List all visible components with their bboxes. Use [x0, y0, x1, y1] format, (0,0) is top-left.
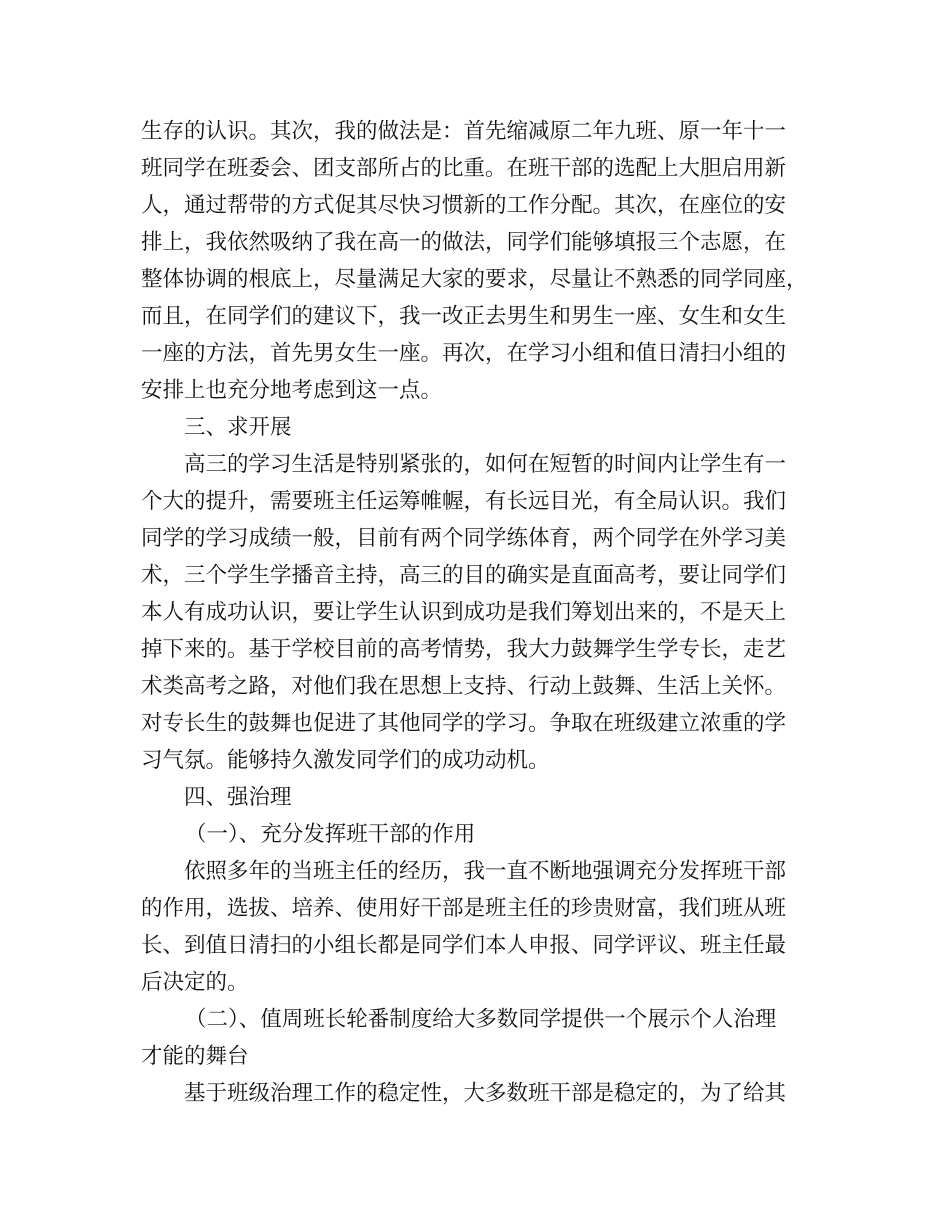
paragraph-line: 排上，我依然吸纳了我在高一的做法，同学们能够填报三个志愿，在 [141, 230, 787, 255]
paragraph-line: 个大的提升，需要班主任运筹帷幄，有长远目光，有全局认识。我们 [141, 489, 787, 514]
paragraph-line: 同学的学习成绩一般，目前有两个同学练体育，两个同学在外学习美 [141, 526, 787, 551]
paragraph-line: 后决定的。 [141, 970, 249, 995]
paragraph-line: 高三的学习生活是特别紧张的，如何在短暂的时间内让学生有一 [184, 452, 787, 477]
subsection-heading-continued: 才能的舞台 [141, 1044, 249, 1069]
paragraph-line: 基于班级治理工作的稳定性，大多数班干部是稳定的，为了给其 [184, 1081, 787, 1106]
subsection-heading: （一）、充分发挥班干部的作用 [185, 822, 476, 847]
subsection-heading: （二）、值周班长轮番制度给大多数同学提供一个展示个人治理 [185, 1007, 777, 1032]
section-heading: 三、求开展 [184, 415, 292, 440]
paragraph-line: 掉下来的。基于学校目前的高考情势，我大力鼓舞学生学专长，走艺 [141, 637, 787, 662]
paragraph-line: 对专长生的鼓舞也促进了其他同学的学习。争取在班级建立浓重的学 [141, 711, 787, 736]
paragraph-line: 生存的认识。其次，我的做法是：首先缩减原二年九班、原一年十一 [141, 119, 787, 144]
paragraph-line: 习气氛。能够持久激发同学们的成功动机。 [141, 748, 550, 773]
paragraph-line: 一座的方法，首先男女生一座。再次，在学习小组和值日清扫小组的 [141, 341, 787, 366]
paragraph-line: 术，三个学生学播音主持，高三的目的确实是直面高考，要让同学们 [141, 563, 787, 588]
paragraph-line: 依照多年的当班主任的经历，我一直不断地强调充分发挥班干部 [184, 859, 787, 884]
paragraph-line: 而且，在同学们的建议下，我一改正去男生和男生一座、女生和女生 [141, 304, 787, 329]
section-heading: 四、强治理 [184, 785, 292, 810]
paragraph-line: 本人有成功认识，要让学生认识到成功是我们筹划出来的，不是天上 [141, 600, 787, 625]
paragraph-line: 术类高考之路，对他们我在思想上支持、行动上鼓舞、生活上关怀。 [141, 674, 787, 699]
paragraph-line: 整体协调的根底上，尽量满足大家的要求，尽量让不熟悉的同学同座， [141, 267, 808, 292]
paragraph-line: 安排上也充分地考虑到这一点。 [141, 378, 443, 403]
paragraph-line: 班同学在班委会、团支部所占的比重。在班干部的选配上大胆启用新 [141, 156, 787, 181]
paragraph-line: 长、到值日清扫的小组长都是同学们本人申报、同学评议、班主任最 [141, 933, 787, 958]
paragraph-line: 的作用，选拔、培养、使用好干部是班主任的珍贵财富，我们班从班 [141, 896, 787, 921]
paragraph-line: 人，通过帮带的方式促其尽快习惯新的工作分配。其次，在座位的安 [141, 193, 787, 218]
